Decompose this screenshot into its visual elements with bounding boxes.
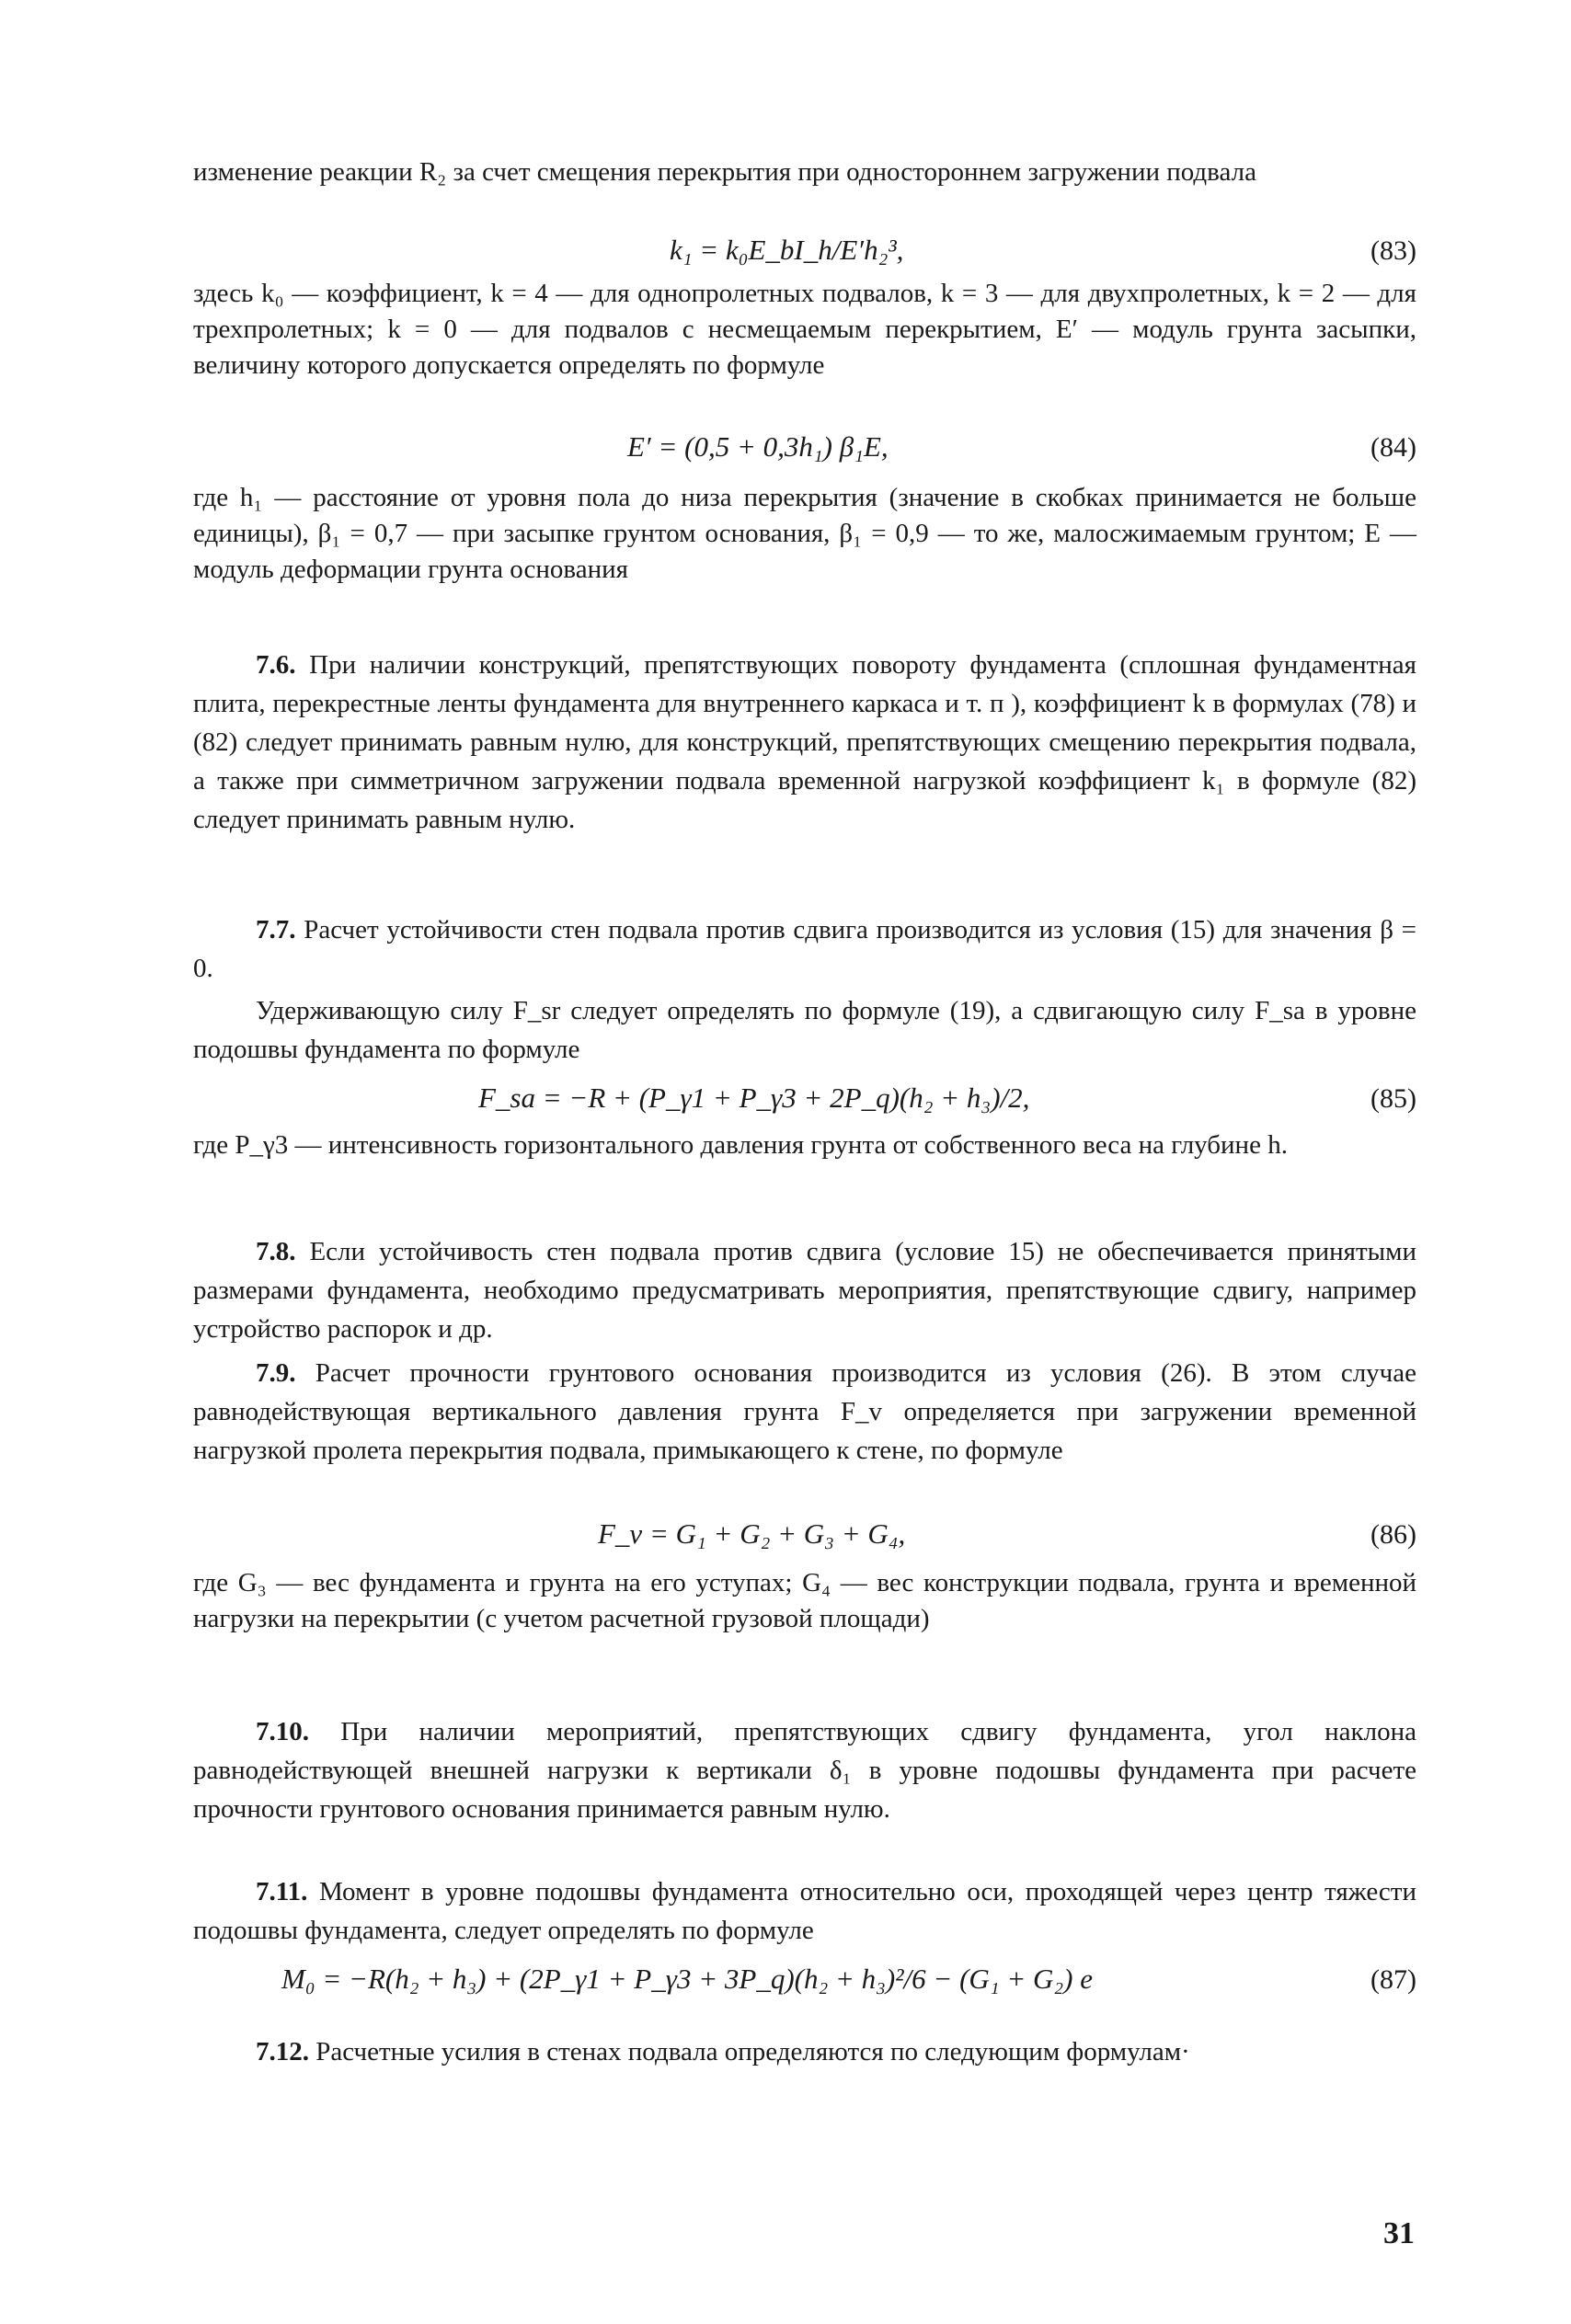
- paragraph-h1: где h₁ — расстояние от уровня пола до низа перекрытия (значение в скобках принимается не больше единицы), β₁ = 0,7 — при засыпке грунтом основания, β₁ = 0,9 — то же, малосжимаемым грунтом; E — модуль деформации грунта основания: [193, 483, 1416, 584]
- equation-number-87: (87): [1370, 1964, 1416, 1995]
- section-7-7: [193, 910, 1416, 988]
- section-7-8: [193, 1232, 1416, 1348]
- section-text-7-6: При наличии конструкций, препятствующих повороту фундамента (сплошная фундаментная плита, перекрестные ленты фундамента для внутреннего каркаса и т. п ), коэффициент k в формулах (78) и (82) следует принимать равным нулю, для конструкций, препятствующих смещению перекрытия подвала, а также при симметричном загружении подвала временной нагрузкой коэффициент k₁ в формуле (82) следует принимать равным нулю.: [193, 650, 1416, 834]
- formula-83: k₁ = k₀E_bI_h/E′h₂³,: [670, 234, 904, 266]
- paragraph-k0: здесь k₀ — коэффициент, k = 4 — для однопролетных подвалов, k = 3 — для двухпролетных, k = 2 — для трехпролетных; k = 0 — для подвалов с несмещаемым перекрытием, E′ — модуль грунта засыпки, величину которого допускается определять по формуле: [193, 279, 1416, 380]
- section-number-7-7: 7.7.: [256, 915, 296, 944]
- section-number-7-8: 7.8.: [256, 1237, 296, 1266]
- section-text-7-12: Расчетные усилия в стенах подвала определяются по следующим формулам·: [315, 2037, 1190, 2066]
- section-number-7-12: 7.12.: [256, 2037, 309, 2066]
- formula-84: E′ = (0,5 + 0,3h₁) β₁E,: [627, 430, 889, 463]
- section-number-7-10: 7.10.: [256, 1717, 309, 1746]
- section-text-7-10: При наличии мероприятий, препятствующих сдвигу фундамента, угол наклона равнодействующей внешней нагрузки к вертикали δ₁ в уровне подошвы фундамента при расчете прочности грунтового основания принимается равным нулю.: [193, 1717, 1416, 1824]
- equation-number-85: (85): [1370, 1083, 1416, 1114]
- paragraph-py3: где P_γ3 — интенсивность горизонтального давления грунта от собственного веса на глубине h.: [193, 1130, 1288, 1160]
- section-7-10: [193, 1712, 1416, 1828]
- equation-number-86: (86): [1370, 1519, 1416, 1550]
- section-7-9: [193, 1354, 1416, 1470]
- paragraph-intro: изменение реакции R₂ за счет смещения перекрытия при одностороннем загружении подвала: [193, 157, 1256, 187]
- paragraph-g3: где G₃ — вес фундамента и грунта на его уступах; G₄ — вес конструкции подвала, грунта и временной нагрузки на перекрытии (с учетом расчетной грузовой площади): [193, 1568, 1416, 1633]
- page-number: 31: [1383, 2216, 1415, 2250]
- section-number-7-11: 7.11.: [256, 1877, 308, 1906]
- section-text-7-7: Расчет устойчивости стен подвала против сдвига производится из условия (15) для значения β = 0.: [193, 915, 1417, 983]
- equation-number-84: (84): [1370, 432, 1416, 463]
- paragraph-holding-force: Удерживающую силу F_sr следует определять по формуле (19), а сдвигающую силу F_sa в уровне подошвы фундамента по формуле: [193, 996, 1416, 1064]
- section-text-7-8: Если устойчивость стен подвала против сдвига (условие 15) не обеспечивается принятыми размерами фундамента, необходимо предусматривать мероприятия, препятствующие сдвигу, например устройство распорок и др.: [193, 1237, 1416, 1344]
- formula-86: F_v = G₁ + G₂ + G₃ + G₄,: [598, 1517, 906, 1550]
- section-7-11: [193, 1872, 1416, 1950]
- section-text-7-9: Расчет прочности грунтового основания производится из условия (26). В этом случае равнодействующая вертикального давления грунта F_v определяется при загружении временной нагрузкой пролета перекрытия подвала, примыкающего к стене, по формуле: [193, 1358, 1417, 1465]
- section-text-7-11: Момент в уровне подошвы фундамента относительно оси, проходящей через центр тяжести подошвы фундамента, следует определять по формуле: [193, 1877, 1416, 1945]
- section-7-12: [193, 2032, 1416, 2071]
- section-number-7-9: 7.9.: [256, 1358, 296, 1388]
- formula-85: F_sa = −R + (P_γ1 + P_γ3 + 2P_q)(h₂ + h₃)/2,: [478, 1082, 1030, 1114]
- section-number-7-6: 7.6.: [256, 650, 296, 680]
- formula-87: M₀ = −R(h₂ + h₃) + (2P_γ1 + P_γ3 + 3P_q)(h₂ + h₃)²/6 − (G₁ + G₂) e: [281, 1963, 1093, 1995]
- equation-number-83: (83): [1370, 235, 1416, 266]
- section-7-6: [193, 646, 1416, 839]
